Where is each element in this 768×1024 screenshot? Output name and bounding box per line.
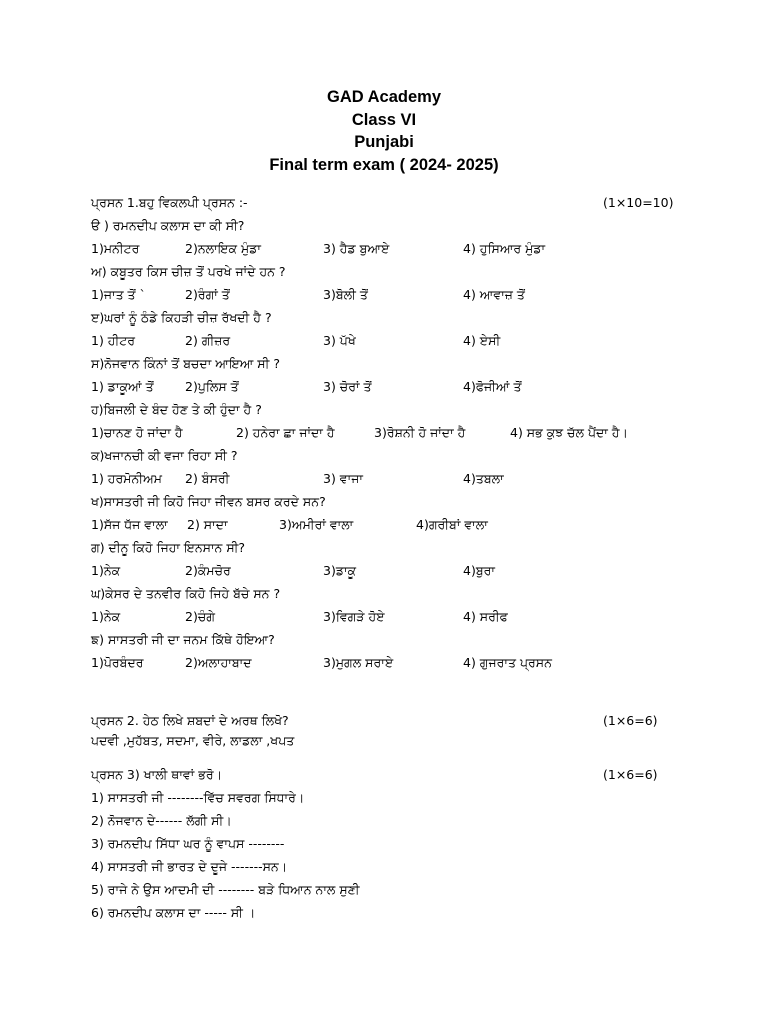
section-1-title: ਪ੍ਰਸਨ 1.ਬਹੁ ਵਿਕਲਪੀ ਪ੍ਰਸਨ :- [91,195,248,210]
option-4: 4)ਫੋਜੀਆਂ ਤੋਂ [463,379,522,394]
option-3: 3)ਮੁਗਲ ਸਰਾਏ [323,655,394,670]
option-4: 4) ਆਵਾਜ਼ ਤੋਂ [463,287,525,302]
option-3: 3)ਰੋਸ਼ਨੀ ਹੋ ਜਾਂਦਾ ਹੈ [374,425,466,440]
option-1: 1)ਜਾਤ ਤੋਂ ` [91,287,146,302]
class-name: Class VI [351,110,417,129]
option-2: 2)ਰੰਗਾਂ ਤੋਂ [185,287,230,302]
option-4: 4) ਹੁਸਿਆਰ ਮੁੰਡਾ [463,241,546,256]
option-2: 2)ਕੰਮਚੋਰ [185,563,231,578]
option-1: 1) ਡਾਕੂਆਂ ਤੋਂ [91,379,154,394]
fill-blank-item: 1) ਸਾਸਤਰੀ ਜੀ --------ਵਿੱਚ ਸਵਰਗ ਸਿਧਾਰੇ। [91,790,305,805]
question-text: ਸ)ਨੋਜਵਾਨ ਕਿੰਨਾਂ ਤੋਂ ਬਚਦਾ ਆਇਆ ਸੀ ? [91,356,280,371]
option-3: 3)ਡਾਕੂ [323,563,357,578]
fill-blank-item: 5) ਰਾਜੇ ਨੇ ਉਸ ਆਦਮੀ ਦੀ -------- ਬੜੇ ਧਿਆਨ ਨਾਲ ਸੁਣੀ [91,882,360,897]
option-2: 2) ਬੰਸਰੀ [185,471,230,486]
fill-blank-item: 6) ਰਮਨਦੀਪ ਕਲਾਸ ਦਾ ----- ਸੀ । [91,905,256,920]
option-3: 3) ਹੈਡ ਬੁਆਏ [323,241,390,256]
question-text: ਕ)ਖਜਾਨਚੀ ਕੀ ਵਜਾ ਰਿਹਾ ਸੀ ? [91,448,238,463]
option-2: 2)ਅਲਾਹਾਬਾਦ [185,655,252,670]
question-text: ਘ)ਕੇਸਰ ਦੇ ਤਨਵੀਰ ਕਿਹੋ ਜਿਹੇ ਬੱਚੇ ਸਨ ? [91,586,281,601]
fill-blank-item: 3) ਰਮਨਦੀਪ ਸਿੱਧਾ ਘਰ ਨੂੰ ਵਾਪਸ -------- [91,836,285,851]
option-1: 1) ਹਰਮੋਨੀਅਮ [91,471,163,486]
option-4: 4)ਗਰੀਬਾਂ ਵਾਲਾ [416,517,488,532]
option-2: 2)ਚੰਗੇ [185,609,215,624]
option-4: 4) ਸਰੀਫ [463,609,508,624]
option-1: 1)ਪੋਰਬੰਦਰ [91,655,144,670]
option-2: 2)ਪੁਲਿਸ ਤੋਂ [185,379,239,394]
option-1: 1)ਸੱਜ ਧੱਜ ਵਾਲਾ [91,517,168,532]
question-text: ਅ) ਕਬੂਤਰ ਕਿਸ ਚੀਜ਼ ਤੋਂ ਪਰਖੇ ਜਾਂਦੇ ਹਨ ? [91,264,286,279]
option-3: 3) ਵਾਜਾ [323,471,363,486]
option-4: 4)ਤਬਲਾ [463,471,504,486]
option-1: 1)ਨੇਕ [91,563,121,578]
section-2-words: ਪਦਵੀ ,ਮੁਹੱਬਤ, ਸਦਮਾ, ਵੀਰੇ, ਲਾਡਲਾ ,ਖਪਤ [91,733,295,748]
option-2: 2) ਗੀਜ਼ਰ [185,333,231,348]
option-4: 4) ਏਸੀ [463,333,501,348]
option-4: 4) ਗੁਜਰਾਤ ਪ੍ਰਸਨ [463,655,552,670]
option-2: 2) ਹਨੇਰਾ ਛਾ ਜਾਂਦਾ ਹੈ [236,425,335,440]
option-1: 1)ਚਾਨਣ ਹੋ ਜਾਂਦਾ ਹੈ [91,425,183,440]
exam-header [0,86,768,176]
section-2-title: ਪ੍ਰਸਨ 2. ਹੇਠ ਲਿਖੇ ਸ਼ਬਦਾਂ ਦੇ ਅਰਥ ਲਿਖੋ? [91,713,289,728]
question-text: ੳ ) ਰਮਨਦੀਪ ਕਲਾਸ ਦਾ ਕੀ ਸੀ? [91,218,245,233]
option-2: 2)ਨਲਾਇਕ ਮੁੰਡਾ [185,241,261,256]
question-text: ਙ) ਸਾਸਤਰੀ ਜੀ ਦਾ ਜਨਮ ਕਿੱਥੇ ਹੋਇਆ? [91,632,275,647]
option-2: 2) ਸਾਦਾ [187,517,228,532]
question-text: ਹ)ਬਿਜਲੀ ਦੇ ਬੰਦ ਹੋਣ ਤੇ ਕੀ ਹੁੰਦਾ ਹੈ ? [91,402,262,417]
school-name: GAD Academy [326,88,441,106]
option-3: 3)ਬੋਲੀ ਤੋਂ [323,287,368,302]
fill-blank-item: 2) ਨੋਜਵਾਨ ਦੇ------ ਲੱਗੀ ਸੀ। [91,813,232,828]
option-1: 1)ਮਨੀਟਰ [91,241,140,256]
option-4: 4) ਸਭ ਕੁਝ ਚੱਲ ਪੈਂਦਾ ਹੈ। [510,425,628,440]
option-1: 1) ਹੀਟਰ [91,333,136,348]
exam-title: Final term exam ( 2024- 2025) [269,155,499,174]
option-4: 4)ਬੁਰਾ [463,563,495,578]
section-2-marks: (1×6=6) [603,713,658,728]
fill-blank-item: 4) ਸਾਸਤਰੀ ਜੀ ਭਾਰਤ ਦੇ ਦੂਜੇ -------ਸਨ। [91,859,288,874]
section-1-marks: (1×10=10) [603,195,674,210]
option-1: 1)ਨੇਕ [91,609,121,624]
section-3-marks: (1×6=6) [603,767,658,782]
question-text: ੲ)ਘਰਾਂ ਨੂੰ ਠੰਡੇ ਕਿਹੜੀ ਚੀਜ਼ ਰੱਖਦੀ ਹੈ ? [91,310,272,325]
section-3-title: ਪ੍ਰਸਨ 3) ਖਾਲੀ ਥਾਵਾਂ ਭਰੋ। [91,767,223,782]
option-3: 3)ਵਿਗੜੇ ਹੋਏ [323,609,385,624]
option-3: 3) ਚੋਰਾਂ ਤੋਂ [323,379,372,394]
subject-name: Punjabi [354,133,414,151]
option-3: 3) ਪੱਖੇ [323,333,356,348]
option-3: 3)ਅਮੀਰਾਂ ਵਾਲਾ [279,517,354,532]
question-text: ਗ) ਦੀਨੂ ਕਿਹੋ ਜਿਹਾ ਇਨਸਾਨ ਸੀ? [91,540,246,555]
question-text: ਖ)ਸਾਸਤਰੀ ਜੀ ਕਿਹੋ ਜਿਹਾ ਜੀਵਨ ਬਸਰ ਕਰਦੇ ਸਨ? [91,494,326,509]
